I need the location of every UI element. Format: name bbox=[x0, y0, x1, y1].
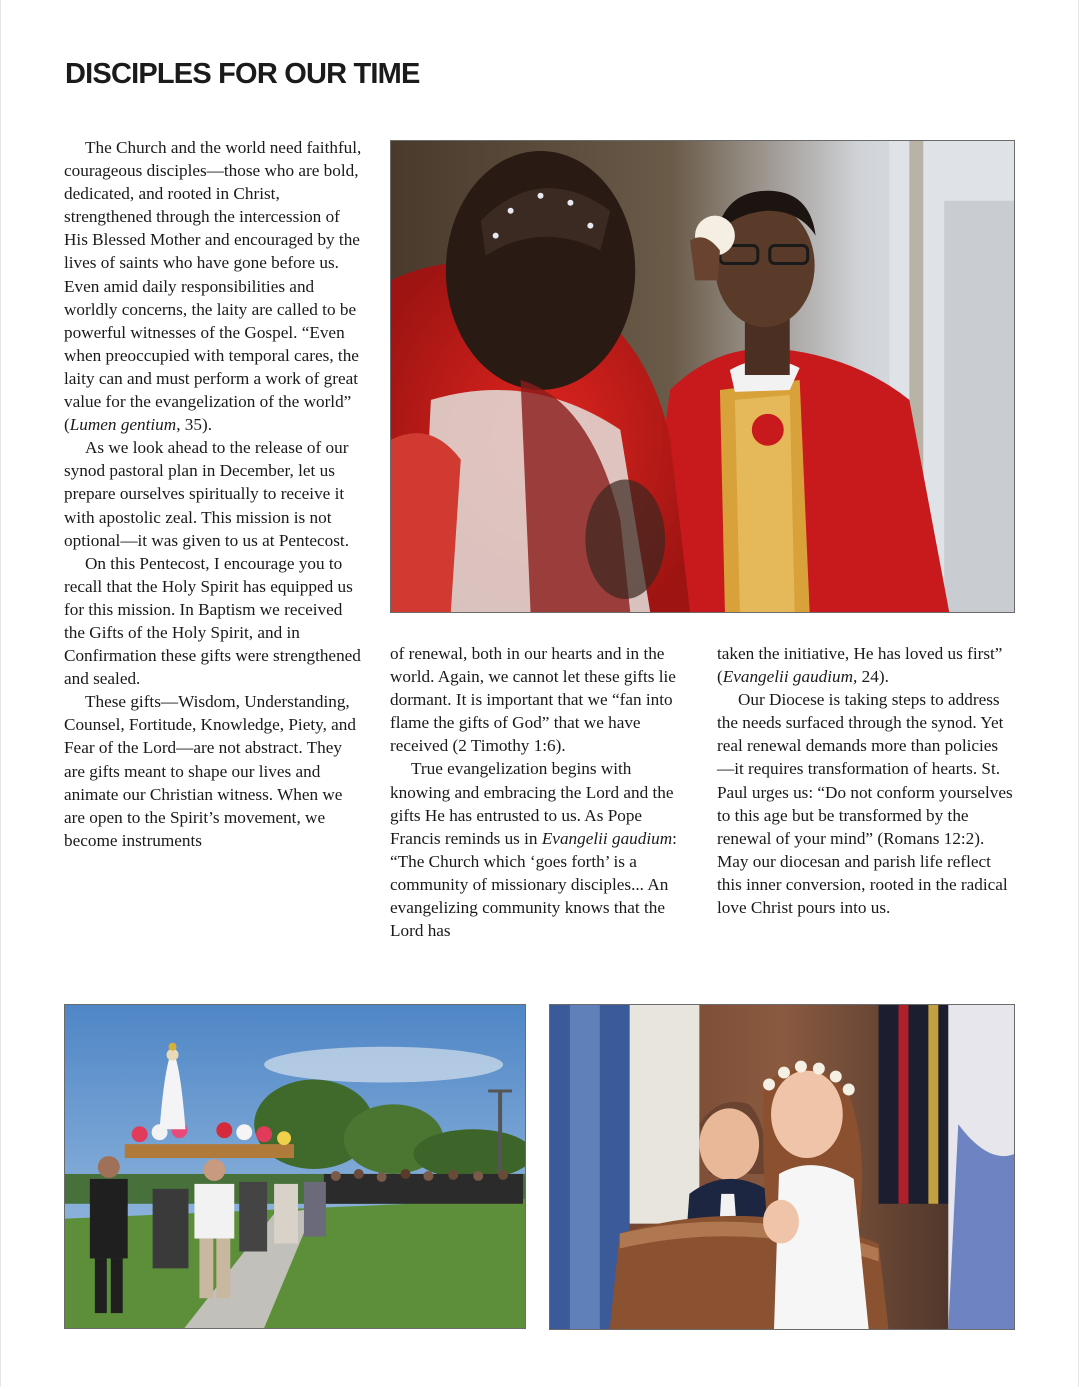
page-title: DISCIPLES FOR OUR TIME bbox=[65, 58, 420, 90]
paragraph: The Church and the world need faithful, courageous disciples—those who are bold, dedicated, and rooted in Christ, strengthened through the intercession of His Blessed Mother and encouraged by the lives of saints who have gone before us. Even amid daily responsibilities and worldly concerns, the laity are called to be powerful witnesses of the Gospel. “Even when preoccupied with temporal cares, the laity can and must perform a work of great value for the evangelization of the world” (Lumen gentium, 35). bbox=[64, 138, 362, 435]
paragraph: As we look ahead to the release of our synod pastoral plan in December, let us prepare ourselves spiritually to receive it with apostolic zeal. This mission is not optional—it was given to us at Pentecost. bbox=[64, 438, 349, 550]
paragraph: On this Pentecost, I encourage you to recall that the Holy Spirit has equipped us for this mission. In Baptism we received the Gifts of the Holy Spirit, and in Confirmation these gifts were strengthened and sealed. bbox=[64, 553, 361, 689]
text-column-3 bbox=[717, 642, 1015, 919]
citation: Evangelii gaudium, bbox=[722, 667, 858, 687]
paragraph: of renewal, both in our hearts and in the world. Again, we cannot let these gifts lie dormant. It is important that we “fan into flame the gifts of God” that we have received (2 Timothy 1:6). bbox=[390, 644, 676, 756]
citation: Evangelii gaudium bbox=[541, 828, 673, 848]
photo-children-praying-in-pew bbox=[549, 1004, 1015, 1330]
photo-marian-procession bbox=[64, 1004, 526, 1329]
text-column-2 bbox=[390, 642, 695, 942]
text-column-1 bbox=[64, 136, 364, 852]
paragraph: These gifts—Wisdom, Understanding, Counsel, Fortitude, Knowledge, Piety, and Fear of the Lord—are not abstract. They are gifts meant to shape our lives and animate our Christian witness. When we are open to the Spirit’s movement, we become instruments bbox=[64, 692, 356, 850]
paragraph: taken the initiative, He has loved us first” (Evangelii gaudium, 24). bbox=[717, 644, 1003, 687]
paragraph: Our Diocese is taking steps to address the needs surfaced through the synod. Yet real renewal demands more than policies—it requires transformation of hearts. St. Paul urges us: “Do not conform yourselves to this age but be transformed by the renewal of your mind” (Romans 12:2). May our diocesan and parish life reflect this inner conversion, rooted in the radical love Christ pours into us. bbox=[717, 690, 1013, 918]
photo-priest-distributing-communion bbox=[390, 140, 1015, 613]
citation: Lumen gentium bbox=[69, 415, 177, 435]
paragraph: True evangelization begins with knowing and embracing the Lord and the gifts He has entrusted to us. As Pope Francis reminds us in Evangelii gaudium: “The Church which ‘goes forth’ is a community of missionary disciples... An evangelizing community knows that the Lord has bbox=[390, 759, 677, 941]
